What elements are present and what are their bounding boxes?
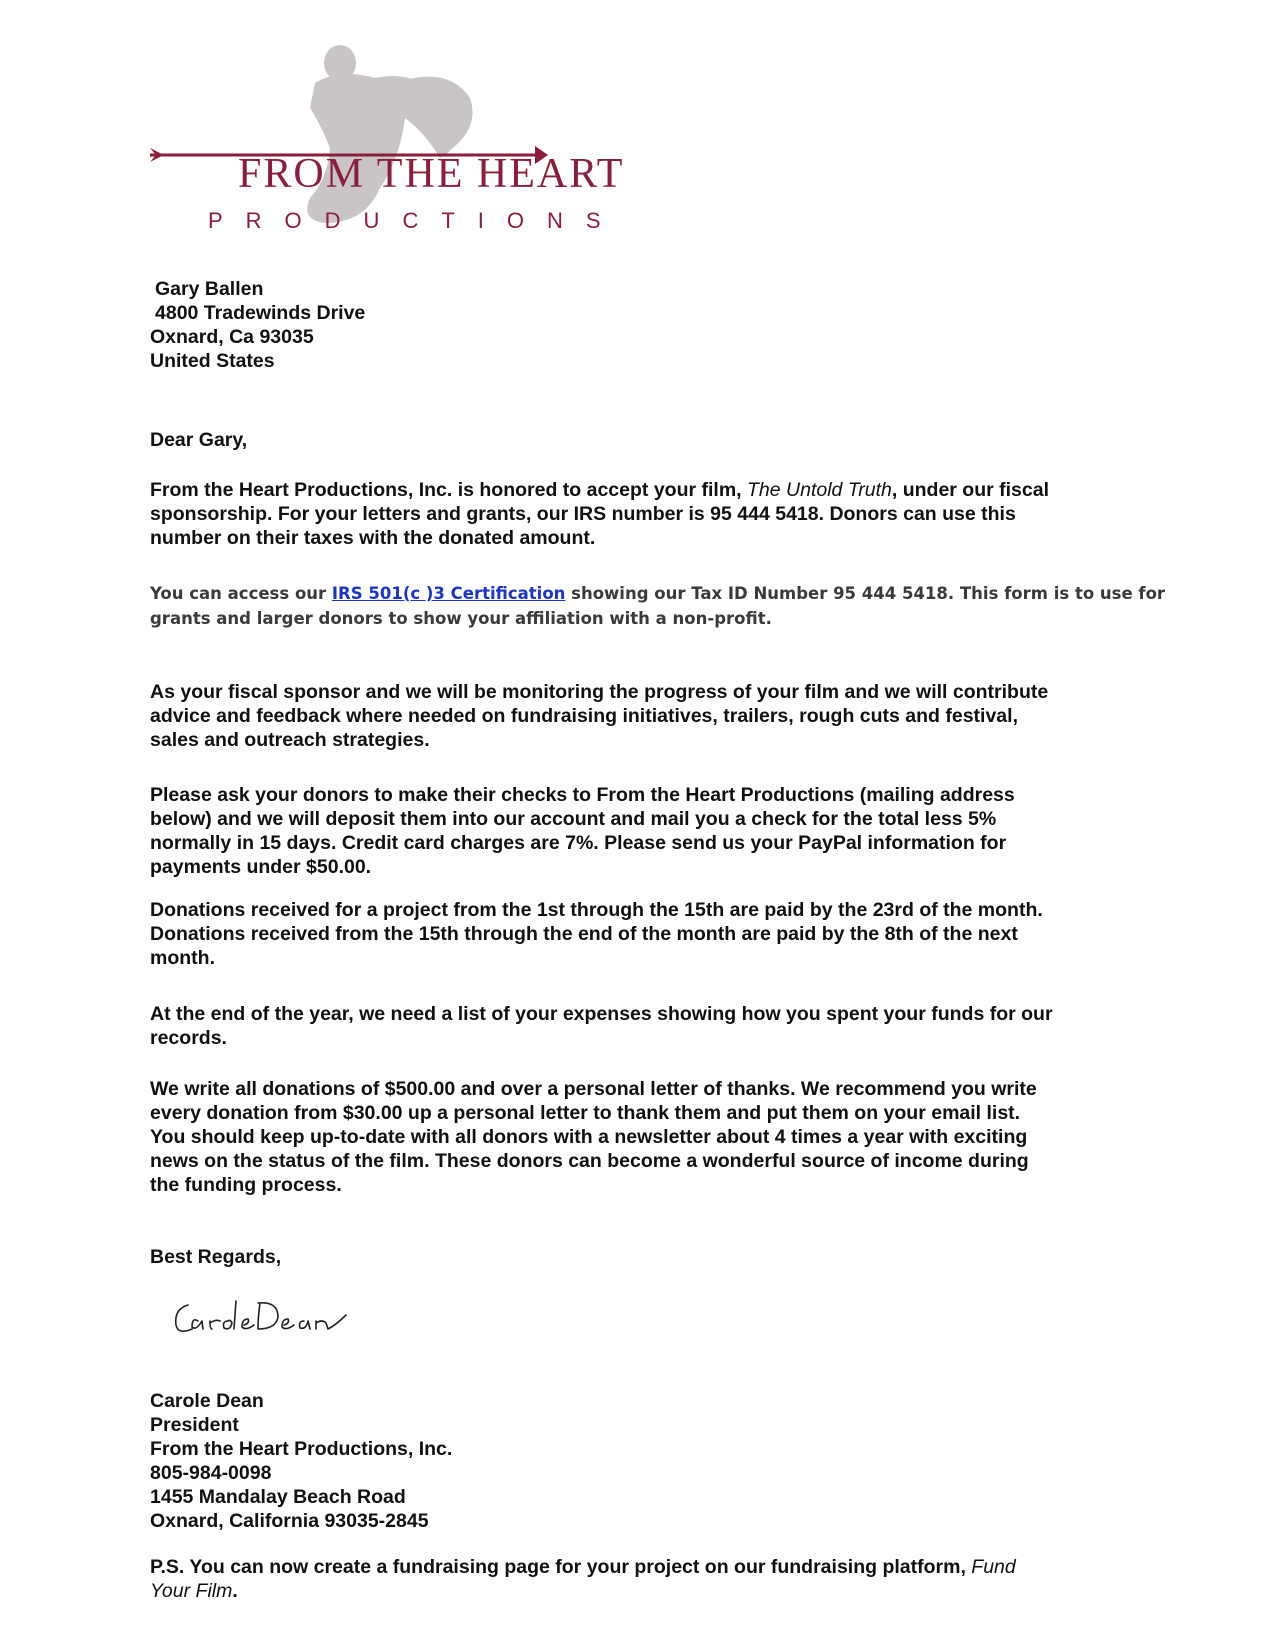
paragraph-line: You should keep up-to-date with all donors with a newsletter about 4 times a year with exciting [150,1126,1028,1148]
platform-name: Fund [971,1556,1016,1578]
recipient-address [150,277,1130,373]
paragraph-line: advice and feedback where needed on fundraising initiatives, trailers, rough cuts and festival, [150,705,1018,727]
paragraph-donor-thanks [150,1077,1130,1197]
handwritten-signature [170,1293,360,1343]
text-segment: showing our Tax ID Number 95 444 5418. This form is to use for [565,584,1166,603]
paragraph-payout-schedule [150,898,1130,970]
ps-line [150,1555,1130,1579]
paragraph-line: news on the status of the film. These donors can become a wonderful source of income during [150,1150,1029,1172]
paragraph-expenses [150,1002,1130,1050]
paragraph-line: month. [150,947,215,969]
paragraph-line: sales and outreach strategies. [150,729,430,751]
text-segment: P.S. You can now create a fundraising page for your project on our fundraising platform, [150,1556,972,1578]
signer-street: 1455 Mandalay Beach Road [150,1486,406,1508]
paragraph-line: records. [150,1027,227,1049]
irs-certification-link[interactable]: IRS 501(c )3 Certification [331,584,566,603]
text-segment: , under our fiscal [891,479,1049,501]
paragraph-line: Donations received from the 15th through the end of the month are paid by the 8th of the next [150,923,1018,945]
paragraph-line: Please ask your donors to make their checks to From the Heart Productions (mailing address [150,784,1015,806]
recipient-name: Gary Ballen [155,278,264,300]
recipient-street: 4800 Tradewinds Drive [155,302,366,324]
recipient-country: United States [150,350,275,372]
note-line: grants and larger donors to show your affiliation with a non-profit. [150,609,772,628]
ps-line [150,1579,1130,1603]
certification-note [150,581,1166,631]
paragraph-line [150,478,1130,502]
paragraph-line: below) and we will deposit them into our account and mail you a check for the total less 5% [150,808,997,830]
paragraph-line: the funding process. [150,1174,342,1196]
paragraph-line: As your fiscal sponsor and we will be monitoring the progress of your film and we will contribute [150,681,1049,703]
paragraph-acceptance [150,478,1130,550]
signer-phone: 805-984-0098 [150,1462,272,1484]
signer-name: Carole Dean [150,1390,264,1412]
logo-wordmark: FROM THE HEART [238,151,625,197]
signer-city: Oxnard, California 93035-2845 [150,1510,429,1532]
text-segment: You can access our [150,584,332,603]
paragraph-sponsor-role [150,680,1130,752]
paragraph-line: sponsorship. For your letters and grants, our IRS number is 95 444 5418. Donors can use this [150,503,1016,525]
signer-title: President [150,1414,239,1436]
signer-company: From the Heart Productions, Inc. [150,1438,453,1460]
paragraph-line: We write all donations of $500.00 and over a personal letter of thanks. We recommend you write [150,1078,1037,1100]
closing: Best Regards, [150,1246,282,1268]
paragraph-line: Donations received for a project from the 1st through the 15th are paid by the 23rd of the month. [150,899,1043,921]
logo-subtitle: PRODUCTIONS [208,208,624,233]
from-the-heart-logo [150,38,625,238]
salutation: Dear Gary, [150,429,248,451]
paragraph-line: At the end of the year, we need a list of your expenses showing how you spent your funds for our [150,1003,1053,1025]
recipient-city: Oxnard, Ca 93035 [150,326,314,348]
paragraph-line: number on their taxes with the donated amount. [150,527,596,549]
paragraph-line: payments under $50.00. [150,856,372,878]
film-title: The Untold Truth [747,479,892,501]
signer-block [150,1389,1130,1533]
paragraph-line: normally in 15 days. Credit card charges are 7%. Please send us your PayPal information for [150,832,1007,854]
platform-name: Your Film [150,1580,233,1602]
text-segment: From the Heart Productions, Inc. is honored to accept your film, [150,479,747,501]
paragraph-line: every donation from $30.00 up a personal letter to thank them and put them on your email list. [150,1102,1021,1124]
text-segment: . [232,1580,238,1602]
postscript [150,1555,1130,1603]
paragraph-checks [150,783,1130,879]
note-line [150,581,1166,606]
